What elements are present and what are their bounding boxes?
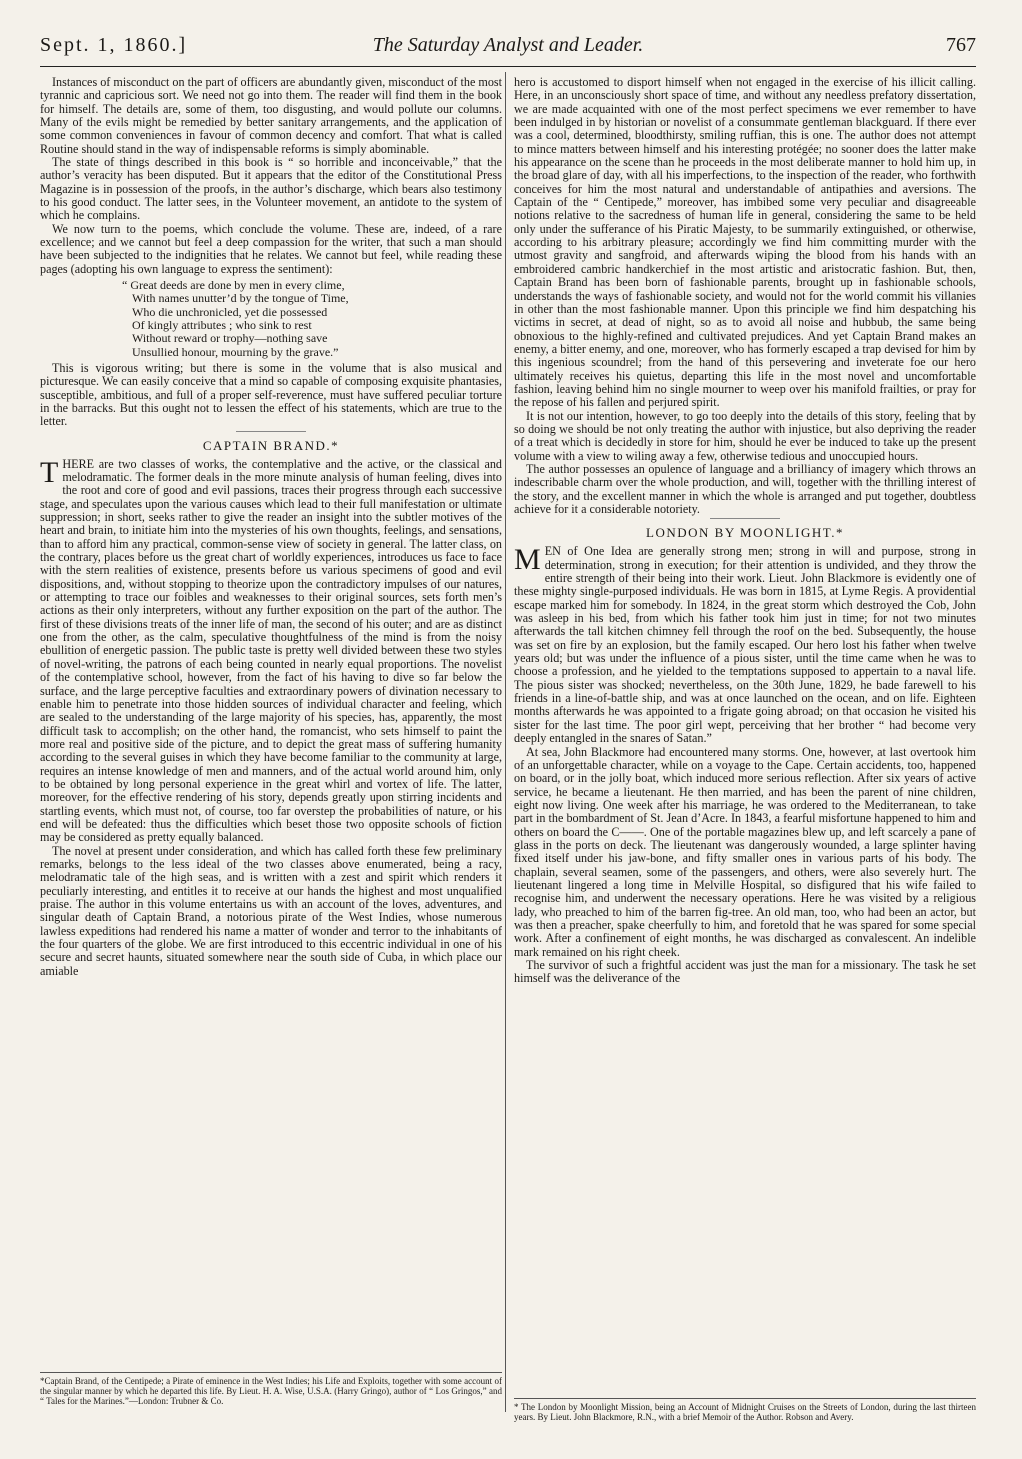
page-header	[40, 30, 976, 64]
header-date: Sept. 1, 1860.]	[40, 34, 188, 56]
article-paragraph-text: HERE are two classes of works, the contemplative and the active, or the classical and melodramatic. The former deals in the more minute analysis of human feeling, dives into the root and core of good and evil passions, traces their progress through each successive stage, and speculates upon the various causes which lead to their full manifestation or ultimate suppression; in short, seeks rather to give the reader an insight into the subtler motives of the heart and brain, to initiate him into the mysteries of his own thoughts, feelings, and sensations, than to afford him any practical, common-sense view of society in general. The latter class, on the contrary, places before us the great chart of worldly experiences, introduces us face to face with the stern realities of existence, presents before us various specimens of good and evil dispositions, and, without stopping to theorize upon the contradictory impulses of our natures, or attempting to trace our foibles and weaknesses to their original sources, sets forth men’s actions as their only interpreters, without any further exposition on the part of the author. The first of these divisions treats of the inner life of man, the second of his outer; and are as distinct one from the other, as the calm, speculative thoughtfulness of the mind is from the noisy ebullition of energetic passion. The public taste is pretty well divided between these two styles of novel-writing, the patrons of each being counted in nearly equal proportions. The novelist of the contemplative school, however, from the fact of his having to dive so far below the surface, and the large perceptive faculties and extraordinary powers of divination necessary to enable him to penetrate into those hidden sources of individual character and feeling, which are sealed to the understanding of the large majority of his species, has, apparently, the most difficult task to accomplish; on the other hand, the romancist, who sets himself to paint the more real and positive side of the picture, and to depict the great mass of suffering humanity according to the several guises in which they have become familiar to the community at large, requires an intense knowledge of men and manners, and of the actual world around him, only to be obtained by long personal experience in the great whirl and vortex of life. The latter, moreover, for the effective rendering of his story, depends greatly upon stirring incidents and startling events, which must not, of course, too far overstep the probabilities of nature, or his end will be defeated: thus the difficulties which beset those two opposite schools of fiction may be considered as pretty equally balanced.	[40, 456, 502, 845]
poem-line: Of kingly attributes ; who sink to rest	[132, 318, 312, 333]
article-paragraph	[40, 455, 502, 845]
article-paragraph: The novel at present under consideration, and which has called forth these few preliminary remarks, belongs to the less ideal of the two classes above enumerated, being a racy, melodramatic tale of the high seas, and is written with a zest and spirit which renders it peculiarly interesting, and entitles it to receive at our hands the highest and most unqualified praise. The author in this volume entertains us with an account of the loves, adventures, and singular death of Captain Brand, a notorious pirate of the West Indies, whose numerous lawless expeditions had rendered his name a matter of wonder and terror to the inhabitants of the four quarters of the globe. We are first introduced to this eccentric individual in one of his secure and secret haunts, situated somewhere near the south side of Cuba, in which place our amiable	[40, 843, 502, 978]
header-page-number: 767	[946, 34, 976, 56]
article-paragraph: The survivor of such a frightful accident was just the man for a missionary. The task he set himself was the deliverance of the	[514, 958, 976, 986]
poem-line: Without reward or trophy—nothing save	[132, 331, 328, 346]
section-rule	[710, 518, 780, 519]
article-paragraph: hero is accustomed to disport himself when not engaged in the exercise of his illicit calling. Here, in an unconsciously short space of time, and without any needless prefatory dissertation, we are made acquainted with one of the most perfect specimens we ever remember to have been indulged in by historian or novelist of a consummate gentleman blackguard. If there ever was a cool, determined, bloodthirsty, smiling ruffian, this is one. The author does not attempt to mince matters between himself and his interesting protégée; no sooner does the latter make his appearance on the scene than he proceeds in the most deliberate manner to hold him up, in the broad glare of day, with all his imperfections, to the inspection of the reader, who forthwith conceives for him the most natural and understandable of antipathies and aversions. The Captain of the “ Centipede,” moreover, has imbibed some very peculiar and disagreeable notions relative to the sacredness of human life in general, considering the same to be held only under the sufferance of his Piratic Majesty, to be summarily extinguished, or otherwise, according to his arbitrary pleasure; accordingly we find him committing murder with the utmost gravity and sangfroid, and afterwards wiping the blood from his hands with an embroidered cambric handkerchief in the most artistic and aristocratic fashion. But, then, Captain Brand has been born of fashionable parents, brought up in fashionable schools, understands the ways of fashionable society, and would not for the world commit his villanies in other than the most fashionable manner. Upon this principle we find him despatching his victims in secret, at dead of night, so as to avoid all noise and hubbub, the same being obnoxious to the highly-refined and cultivated prejudices. And yet Captain Brand makes an enemy, a bitter enemy, and one, moreover, who has formerly escaped a trap devised for him by this ingenious scoundrel; from the hand of this persevering and inveterate foe our hero ultimately receives his quietus, departing this life in the most novel and uncomfortable fashion, leaving behind him no single mourner to weep over his manifold frailties, or pray for the repose of his fallen and perjured spirit.	[514, 76, 976, 410]
article-paragraph: At sea, John Blackmore had encountered many storms. One, however, at last overtook him of an unforgettable character, while on a voyage to the Cape. Certain accidents, too, happened on board, or in the jolly boat, which induced more serious reflection. After six years of active service, he became a lieutenant. He then married, and has been the parent of nine children, eight now living. One week after his marriage, he was ordered to the Mediterranean, to take part in the bombardment of St. Jean d’Acre. In 1843, a fearful misfortune happened to him and others on board the C——. One of the portable magazines blew up, and left scarcely a pane of glass in the ports on deck. The lieutenant was dangerously wounded, a large splinter having fixed itself under his jaw-bone, and fifty smaller ones in various parts of his body. The chaplain, several seamen, some of the passengers, and others, were also severely hurt. The lieutenant lingered a long time in Melville Hospital, so disfigured that his wife failed to recognise him, and underwent the necessary operations. Here he was visited by a religious lady, who preached to him of the barren fig-tree. An old man, too, who had been an actor, but was then a preacher, spake cheerfully to him, and foretold that he was spared for some special work. After a confinement of eight months, he was discharged as convalescent. An indelible mark remained on his right cheek.	[514, 744, 976, 959]
right-column	[514, 76, 976, 1422]
review-closing-paragraph: This is vigorous writing; but there is some in the volume that is also musical and picturesque. We can easily conceive that a mind so capable of composing exquisite phantasies, susceptible, ambitious, and full of a proper self-reverence, must have suffered peculiar torture in the barracks. But this ought not to lessen the effect of his statements, which are true to the letter.	[40, 360, 502, 429]
poem-line: “ Great deeds are done by men in every clime,	[122, 278, 345, 293]
article-paragraph	[514, 545, 976, 745]
drop-cap: T	[40, 455, 59, 489]
poem-quote	[122, 279, 502, 359]
drop-cap: M	[514, 543, 541, 577]
header-rule	[40, 66, 976, 67]
article-paragraph: The author possesses an opulence of language and a brilliancy of imagery which throws an indescribable charm over the whole production, and will, together with the thrilling interest of the story, and the excellent manner in which the whole is arranged and put together, doubtless achieve for it a considerable notoriety.	[514, 461, 976, 516]
poem-line: Who die unchronicled, yet die possessed	[132, 304, 328, 319]
column-divider	[505, 72, 506, 1412]
intro-paragraph: We now turn to the poems, which conclude the volume. These are, indeed, of a rare excellence; and we cannot but feel a deep compassion for the writer, that such a man should have been subjected to the indignities that he relates. We cannot but feel, while reading these pages (adopting his own language to express the sentiment):	[40, 221, 502, 276]
footnote-captain-brand: *Captain Brand, of the Centipede; a Pirate of eminence in the West Indies; his Life and Exploits, together with some account of the singular manner by which he departed this life. By Lieut. H. A. Wise, U.S.A. (Harry Gringo), author of “ Los Gringos,” and “ Tales for the Marines.”—London: Trubner & Co.	[40, 1372, 502, 1406]
article-paragraph-text: EN of One Idea are generally strong men; strong in will and purpose, strong in determination, strong in execution; for their attention is undivided, and they throw the entire strength of their being into their work. Lieut. John Blackmore is evidently one of these mighty single-purposed individuals. He was born in 1815, at Lyme Regis. A providential escape marked him for somebody. In 1824, in the great storm which destroyed the Cob, John was asleep in his bed, from which his father took him just in time; for not two minutes afterwards the tall kitchen chimney fell through the roof on the bed. Subsequently, the house was set on fire by an explosion, but the family escaped. Our hero lost his father when twelve years old; but was under the influence of a pious sister, until the time came when he was to choose a profession, and he yielded to the temptations supposed to appertain to a naval life. The pious sister was shocked; nevertheless, on the 30th June, 1829, he bade farewell to his friends in a line-of-battle ship, and was at once launched on the ocean, and on life. Eighteen months afterwards he was appointed to a frigate going abroad; on that occasion he visited his sister for the last time. The poor girl wept, perceiving that her brother “ had become very deeply entangled in the snares of Satan.”	[514, 544, 976, 746]
poem-line: With names unutter’d by the tongue of Time,	[132, 291, 349, 306]
article-paragraph: It is not our intention, however, to go too deeply into the details of this story, feeling that by so doing we should be not only treating the author with injustice, but also depriving the reader of a treat which is decidedly in store for him, should he ever be induced to take up the present volume with a view to wiling away a few, otherwise tedious and unoccupied hours.	[514, 408, 976, 463]
header-publication-title: The Saturday Analyst and Leader.	[372, 34, 644, 56]
article-title-london-by-moonlight: LONDON BY MOONLIGHT.*	[646, 525, 844, 541]
poem-line: Unsullied honour, mourning by the grave.”	[132, 344, 339, 359]
left-column	[40, 76, 502, 1406]
footnote-london-by-moonlight: * The London by Moonlight Mission, being an Account of Midnight Cruises on the Streets of London, during the last thirteen years. By Lieut. John Blackmore, R.N., with a brief Memoir of the Author. Robson and Avery.	[514, 1398, 976, 1422]
intro-paragraph: Instances of misconduct on the part of officers are abundantly given, misconduct of the most tyrannic and capricious sort. We need not go into them. The reader will find them in the book for himself. The details are, some of them, too disgusting, and would pollute our columns. Many of the evils might be remedied by better sanitary arrangements, and the application of some common conveniences in favour of common decency and comfort. That what is called Routine should stand in the way of indispensable reforms is simply abominable.	[40, 76, 502, 156]
article-title-captain-brand: CAPTAIN BRAND.*	[202, 437, 340, 453]
section-rule	[236, 431, 306, 432]
intro-paragraph: The state of things described in this book is “ so horrible and inconceivable,” that the author’s veracity has been disputed. But it appears that the editor of the Constitutional Press Magazine is in possession of the proofs, in the author’s discharge, which bears also testimony to his good conduct. The latter sees, in the Volunteer movement, an antidote to the system of which he complains.	[40, 155, 502, 223]
